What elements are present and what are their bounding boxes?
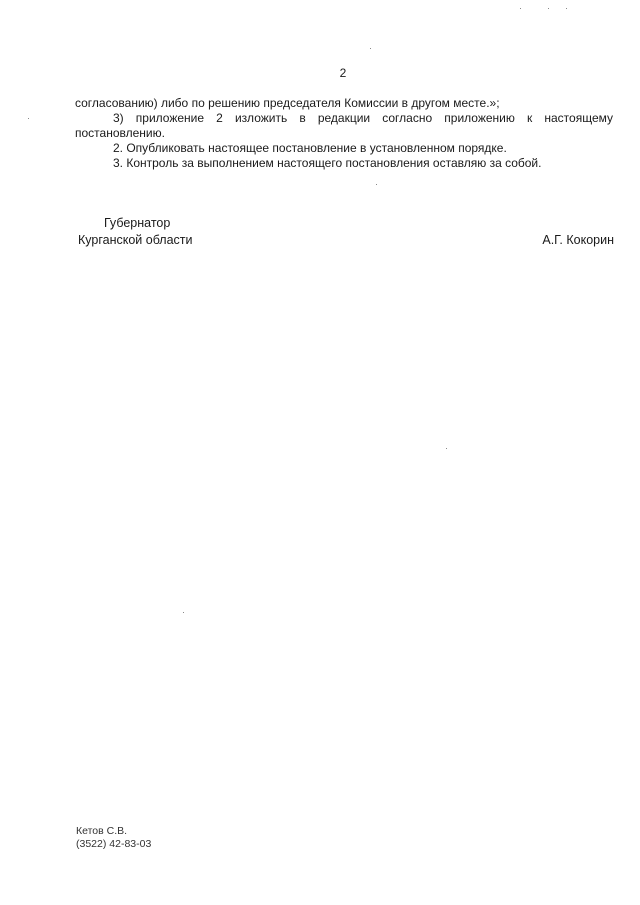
paragraph-control: 3. Контроль за выполнением настоящего постановления оставляю за собой. [113,156,542,170]
scan-speck [370,48,371,49]
signatory-name: А.Г. Кокорин [542,233,614,247]
paragraph-continuation: согласованию) либо по решению председателя Комиссии в другом месте.»; [75,96,500,110]
scan-speck [520,8,521,9]
scan-speck [566,8,567,9]
paragraph-publish: 2. Опубликовать настоящее постановление в установленном порядке. [113,141,507,155]
scan-speck [548,8,549,9]
executor-phone: (3522) 42-83-03 [76,838,152,850]
scan-speck [183,612,184,613]
signatory-position [78,215,193,249]
scan-speck [28,118,29,119]
scan-speck [446,448,447,449]
document-body [75,96,613,171]
executor-contact [76,825,151,851]
signatory-title-line2: Курганской области [78,233,193,247]
executor-name: Кетов С.В. [76,825,128,837]
signatory-title-line1: Губернатор [104,216,171,230]
page-number: 2 [339,66,347,80]
paragraph-appendix-item: 3) приложение 2 изложить в редакции согласно приложению к настоящему постановлению. [75,111,613,140]
scan-speck [376,184,377,185]
